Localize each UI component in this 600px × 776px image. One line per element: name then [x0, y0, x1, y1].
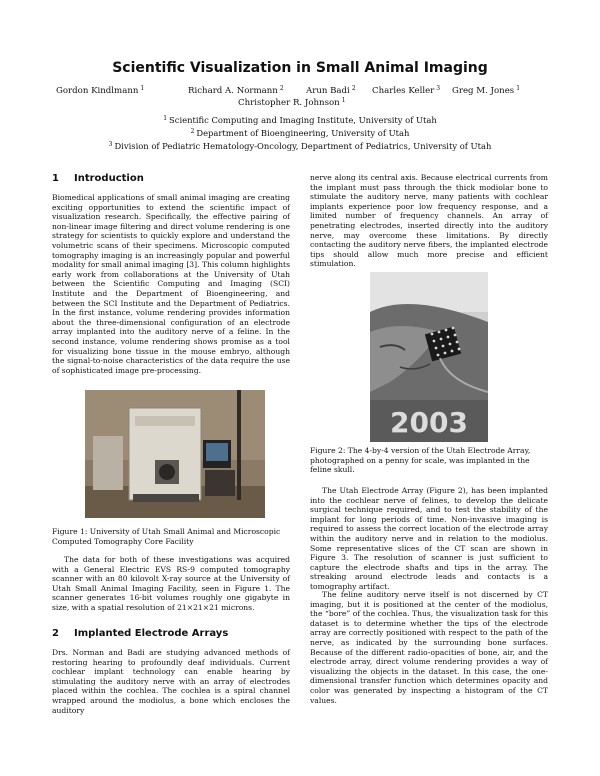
electrode-paragraph-continued: nerve along its central axis. Because electrical currents from the implant must pass through the thick modiolar bone to stimulate the auditory nerve, many patients with cochlear implants experience poor low frequency response, and a limited number of frequency channels. An array of penetrating electrodes, inserted directly into the auditory nerve, may overcome these limitations. By directly contacting the auditory nerve fibers, the implanted electrode tips should allow much more precise and efficient stimulation. [310, 173, 548, 269]
coin-date: 2003 [390, 406, 468, 439]
electrode-on-penny-photo [370, 272, 488, 442]
auditory-nerve-paragraph: The feline auditory nerve itself is not discerned by CT imaging, but it is positioned at the center of the modiolus, the “bore” of the cochlea. Thus, the visualization task for this dataset is to determine whether the tips of the electrode array are correctly positioned with respect to the path of the nerve, as indicated by the surrounding bone surfaces. Because of the different radio-opacities of bone, air, and the electrode array, direct volume rendering provides a way of visualizing the objects in the dataset. In this case, the one-dimensional transfer function which determines opacity and color was generated by inspecting a histogram of the CT values. [310, 590, 548, 705]
author: Arun Badi $^2$ [306, 85, 356, 96]
figure1-image [85, 390, 265, 518]
figure2-image [370, 272, 488, 442]
author: Richard A. Normann $^2$ [188, 85, 284, 96]
intro-paragraph: Biomedical applications of small animal imaging are creating exciting opportunities to extend the scientific impact of visualization research. Specifically, the effective pairing of non-linear image filtering and direct volume rendering is one strategy for scientists to quickly explore and understand the volumetric scans of their specimens. Microscopic computed tomography imaging is an increasingly popular and powerful modality for small animal imaging [3]. This column highlights early work from collaborations at the University of Utah between the Scientific Computing and Imaging (SCI) Institute and the Department of Bioengineering, and between the SCI Institute and the Department of Pediatrics. In the first instance, volume rendering provides information about the three-dimensional configuration of an electrode array implanted into the auditory nerve of a feline. In the second instance, volume rendering shows promise as a tool for visualizing bone tissue in the mouse embryo, although the signal-to-noise characteristics of the data require the use of sophisticated image pre-processing. [52, 193, 290, 375]
author: Charles Keller $^3$ [372, 85, 441, 96]
author: Gordon Kindlmann $^1$ [56, 85, 145, 96]
author: Christopher R. Johnson $^1$ [238, 97, 346, 108]
figure2-caption: Figure 2: The 4-by-4 version of the Utah Electrode Array, photographed on a penny for scale, was implanted in the feline skull. [310, 446, 531, 475]
utah-array-paragraph: The Utah Electrode Array (Figure 2), has been implanted into the cochlear nerve of felines, to develop the delicate surgical technique required, and to test the stability of the implant for long periods of time. Non-invasive imaging is required to assess the correct location of the electrode array within the auditory nerve and in relation to the modiolus. Some representative slices of the CT scan are shown in Figure 3. The resolution of scanner is just sufficient to capture the electrode shafts and tips in the array. The streaking around electrode leads and contacts is a tomography artifact. [310, 486, 548, 591]
figure1-caption: Figure 1: University of Utah Small Animal and Microscopic Computed Tomography Core Facility [52, 527, 281, 546]
author: Greg M. Jones $^1$ [452, 85, 521, 96]
affiliation-list [0, 113, 600, 152]
electrode-paragraph-start: Drs. Norman and Badi are studying advanced methods of restoring hearing to profoundly deaf individuals. Current cochlear implant technology can enable hearing by stimulating the auditory nerve with an array of electrodes placed within the cochlea. The cochlea is a spiral channel wrapped around the modiolus, a bone which encloses the auditory [52, 648, 290, 715]
section-heading-introduction: 1 Introduction [52, 173, 144, 184]
affiliation: $^3$ Division of Pediatric Hematology-Oncology, Department of Pediatrics, University of Utah [108, 141, 492, 151]
section-heading-electrode-arrays: 2 Implanted Electrode Arrays [52, 628, 229, 639]
scanner-paragraph: The data for both of these investigations was acquired with a General Electric EVS RS-9 computed tomography scanner with an 80 kilovolt X-ray source at the University of Utah Small Animal Imaging Facility, seen in Figure 1. The scanner generates 16-bit volumes roughly one gigabyte in size, with a spatial resolution of 21×21×21 microns. [52, 555, 290, 612]
affiliation: $^2$ Department of Bioengineering, University of Utah [190, 128, 410, 138]
paper-title: Scientific Visualization in Small Animal Imaging [112, 60, 488, 76]
affiliation: $^1$ Scientific Computing and Imaging Institute, University of Utah [163, 115, 437, 125]
ct-scanner-photo [85, 390, 265, 518]
